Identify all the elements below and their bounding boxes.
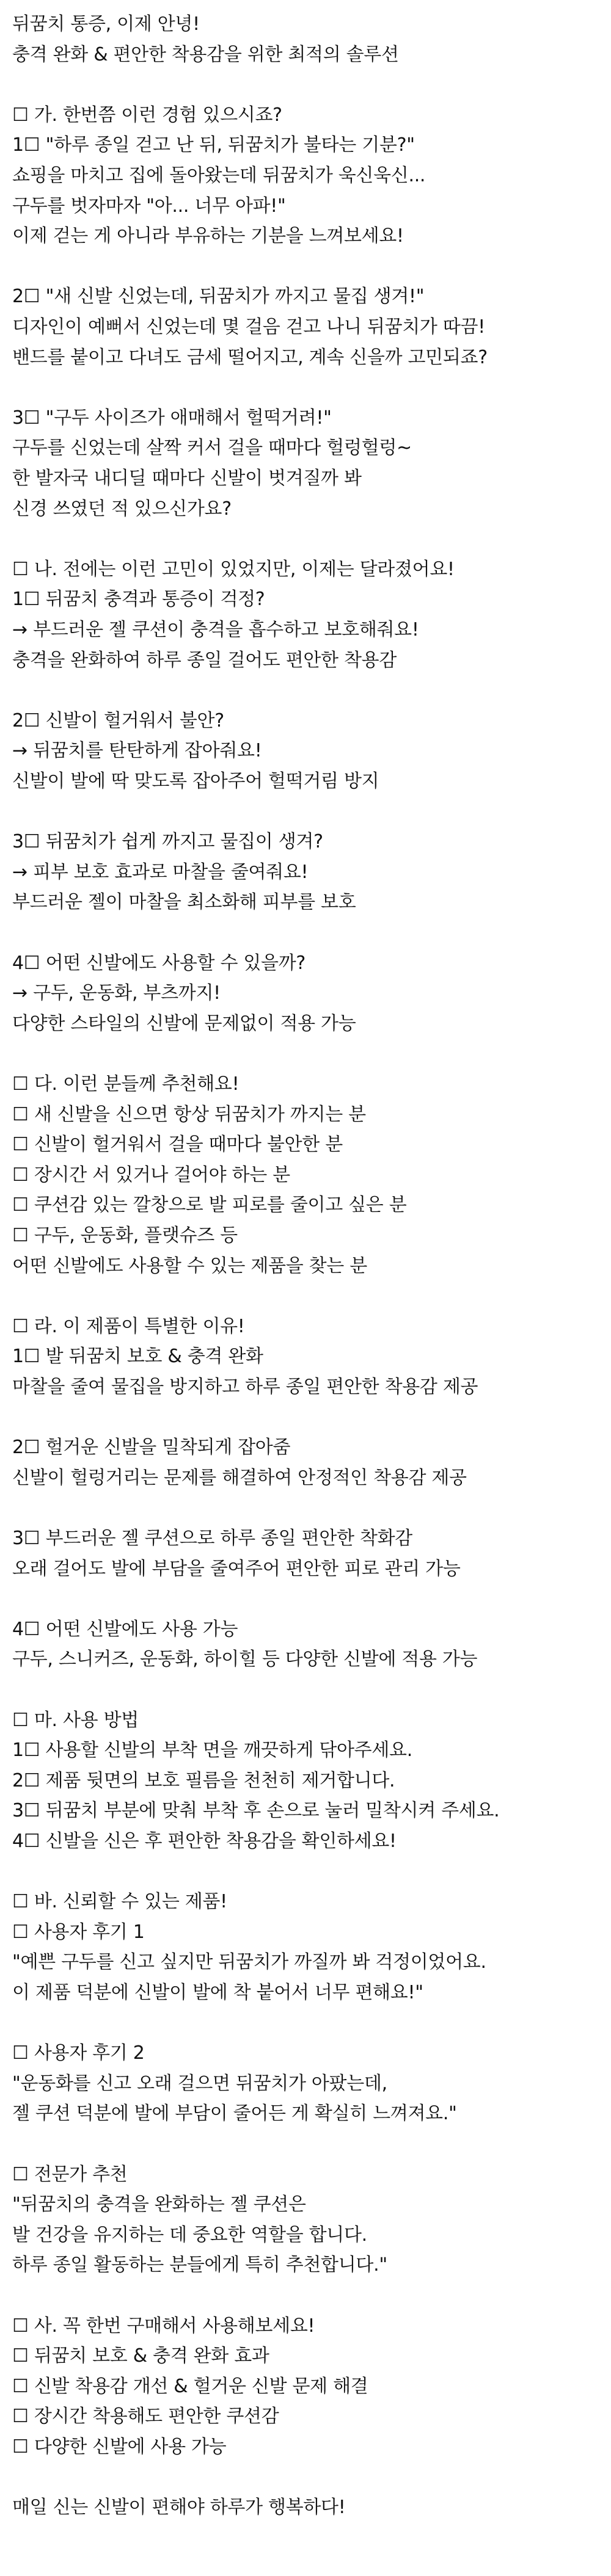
text-line: 마찰을 줄여 물집을 방지하고 하루 종일 편안한 착용감 제공 [12, 1376, 478, 1398]
text-line: 하루 종일 활동하는 분들에게 특히 추천합니다." [12, 2254, 387, 2276]
text-line: ☐ 전문가 추천 [12, 2163, 128, 2185]
text-line: → 피부 보호 효과로 마찰을 줄여줘요! [12, 861, 309, 883]
text-line: 매일 신는 신발이 편해야 하루가 행복하다! [12, 2497, 346, 2519]
text-line: 신경 쓰였던 적 있으신가요? [12, 498, 232, 520]
text-line: ☐ 나. 전에는 이런 고민이 있었지만, 이제는 달라졌어요! [12, 558, 455, 580]
text-line: 2☐ "새 신발 신었는데, 뒤꿈치가 까지고 물집 생겨!" [12, 286, 425, 308]
text-line: ☐ 사. 꼭 한번 구매해서 사용해보세요! [12, 2315, 315, 2337]
text-line: "예쁜 구두를 신고 싶지만 뒤꿈치가 까질까 봐 걱정이었어요. [12, 1951, 486, 1973]
text-line: "뒤꿈치의 충격을 완화하는 젤 쿠션은 [12, 2194, 306, 2216]
text-line: ☐ 가. 한번쯤 이런 경험 있으시죠? [12, 104, 282, 126]
text-line: ☐ 장시간 착용해도 편안한 쿠션감 [12, 2406, 279, 2428]
text-line: "운동화를 신고 오래 걸으면 뒤꿈치가 아팠는데, [12, 2072, 387, 2094]
text-line: 3☐ "구두 사이즈가 애매해서 헐떡거려!" [12, 407, 332, 429]
text-line: 1☐ 뒤꿈치 충격과 통증이 걱정? [12, 589, 265, 611]
text-line: 쇼핑을 마치고 집에 돌아왔는데 뒤꿈치가 욱신욱신... [12, 165, 426, 186]
text-line: 1☐ 사용할 신발의 부착 면을 깨끗하게 닦아주세요. [12, 1740, 412, 1761]
text-line: 3☐ 뒤꿈치가 쉽게 까지고 물집이 생겨? [12, 831, 323, 853]
text-line: 발 건강을 유지하는 데 중요한 역할을 합니다. [12, 2224, 367, 2246]
text-line: 밴드를 붙이고 다녀도 금세 떨어지고, 계속 신을까 고민되죠? [12, 346, 488, 368]
text-line: 1☐ "하루 종일 걷고 난 뒤, 뒤꿈치가 불타는 기분?" [12, 134, 415, 156]
text-line: 어떤 신발에도 사용할 수 있는 제품을 찾는 분 [12, 1255, 367, 1277]
text-line: ☐ 사용자 후기 2 [12, 2042, 145, 2064]
text-line: 2☐ 신발이 헐거워서 불안? [12, 709, 224, 731]
text-line: 신발이 발에 딱 맞도록 잡아주어 헐떡거림 방지 [12, 771, 379, 792]
text-line: 이 제품 덕분에 신발이 발에 착 붙어서 너무 편해요!" [12, 1982, 423, 2003]
text-line: ☐ 다양한 신발에 사용 가능 [12, 2436, 227, 2458]
text-line: ☐ 마. 사용 방법 [12, 1709, 139, 1731]
text-line: 구두를 신었는데 살짝 커서 걸을 때마다 헐렁헐렁~ [12, 437, 412, 459]
text-line: 충격을 완화하여 하루 종일 걸어도 편안한 착용감 [12, 649, 397, 671]
text-line: 부드러운 젤이 마찰을 최소화해 피부를 보호 [12, 891, 356, 913]
text-line: 디자인이 예뻐서 신었는데 몇 걸음 걷고 나니 뒤꿈치가 따끔! [12, 316, 485, 338]
text-line: 4☐ 어떤 신발에도 사용할 수 있을까? [12, 952, 306, 974]
text-line: 뒤꿈치 통증, 이제 안녕! [12, 13, 200, 35]
text-line: ☐ 장시간 서 있거나 걸어야 하는 분 [12, 1164, 290, 1186]
text-line: 충격 완화 & 편안한 착용감을 위한 최적의 솔루션 [12, 43, 399, 65]
text-line: 4☐ 신발을 신은 후 편안한 착용감을 확인하세요! [12, 1830, 397, 1852]
text-line: 구두, 스니커즈, 운동화, 하이힐 등 다양한 신발에 적용 가능 [12, 1649, 478, 1671]
text-line: 4☐ 어떤 신발에도 사용 가능 [12, 1618, 238, 1640]
text-line: 2☐ 제품 뒷면의 보호 필름을 천천히 제거합니다. [12, 1769, 395, 1791]
text-line: ☐ 다. 이런 분들께 추천해요! [12, 1073, 240, 1095]
text-line: 1☐ 발 뒤꿈치 보호 & 충격 완화 [12, 1346, 263, 1368]
text-line: 다양한 스타일의 신발에 문제없이 적용 가능 [12, 1012, 356, 1034]
text-line: 젤 쿠션 덕분에 발에 부담이 줄어든 게 확실히 느껴져요." [12, 2103, 457, 2125]
text-line: ☐ 쿠션감 있는 깔창으로 발 피로를 줄이고 싶은 분 [12, 1194, 407, 1216]
text-line: 3☐ 부드러운 젤 쿠션으로 하루 종일 편안한 착화감 [12, 1528, 412, 1549]
text-line: 3☐ 뒤꿈치 부분에 맞춰 부착 후 손으로 눌러 밀착시켜 주세요. [12, 1800, 500, 1822]
text-line: ☐ 사용자 후기 1 [12, 1921, 145, 1943]
text-line: ☐ 구두, 운동화, 플랫슈즈 등 [12, 1225, 238, 1246]
text-line: 오래 걸어도 발에 부담을 줄여주어 편안한 피로 관리 가능 [12, 1558, 461, 1580]
text-line: ☐ 신발이 헐거워서 걸을 때마다 불안한 분 [12, 1134, 343, 1156]
text-line: → 뒤꿈치를 탄탄하게 잡아줘요! [12, 740, 262, 762]
text-line: 이제 걷는 게 아니라 부유하는 기분을 느껴보세요! [12, 225, 404, 247]
text-line: ☐ 라. 이 제품이 특별한 이유! [12, 1315, 245, 1337]
text-line: ☐ 새 신발을 신으면 항상 뒤꿈치가 까지는 분 [12, 1103, 366, 1125]
text-line: → 부드러운 젤 쿠션이 충격을 흡수하고 보호해줘요! [12, 619, 419, 640]
text-line: → 구두, 운동화, 부츠까지! [12, 982, 221, 1004]
text-line: 신발이 헐렁거리는 문제를 해결하여 안정적인 착용감 제공 [12, 1467, 467, 1489]
text-line: 2☐ 헐거운 신발을 밀착되게 잡아줌 [12, 1437, 291, 1459]
text-line: 한 발자국 내디딜 때마다 신발이 벗겨질까 봐 [12, 468, 362, 489]
text-line: 구두를 벗자마자 "아... 너무 아파!" [12, 195, 286, 217]
text-line: ☐ 뒤꿈치 보호 & 충격 완화 효과 [12, 2345, 269, 2367]
text-line: ☐ 바. 신뢰할 수 있는 제품! [12, 1891, 227, 1913]
text-line: ☐ 신발 착용감 개선 & 헐거운 신발 문제 해결 [12, 2375, 368, 2397]
